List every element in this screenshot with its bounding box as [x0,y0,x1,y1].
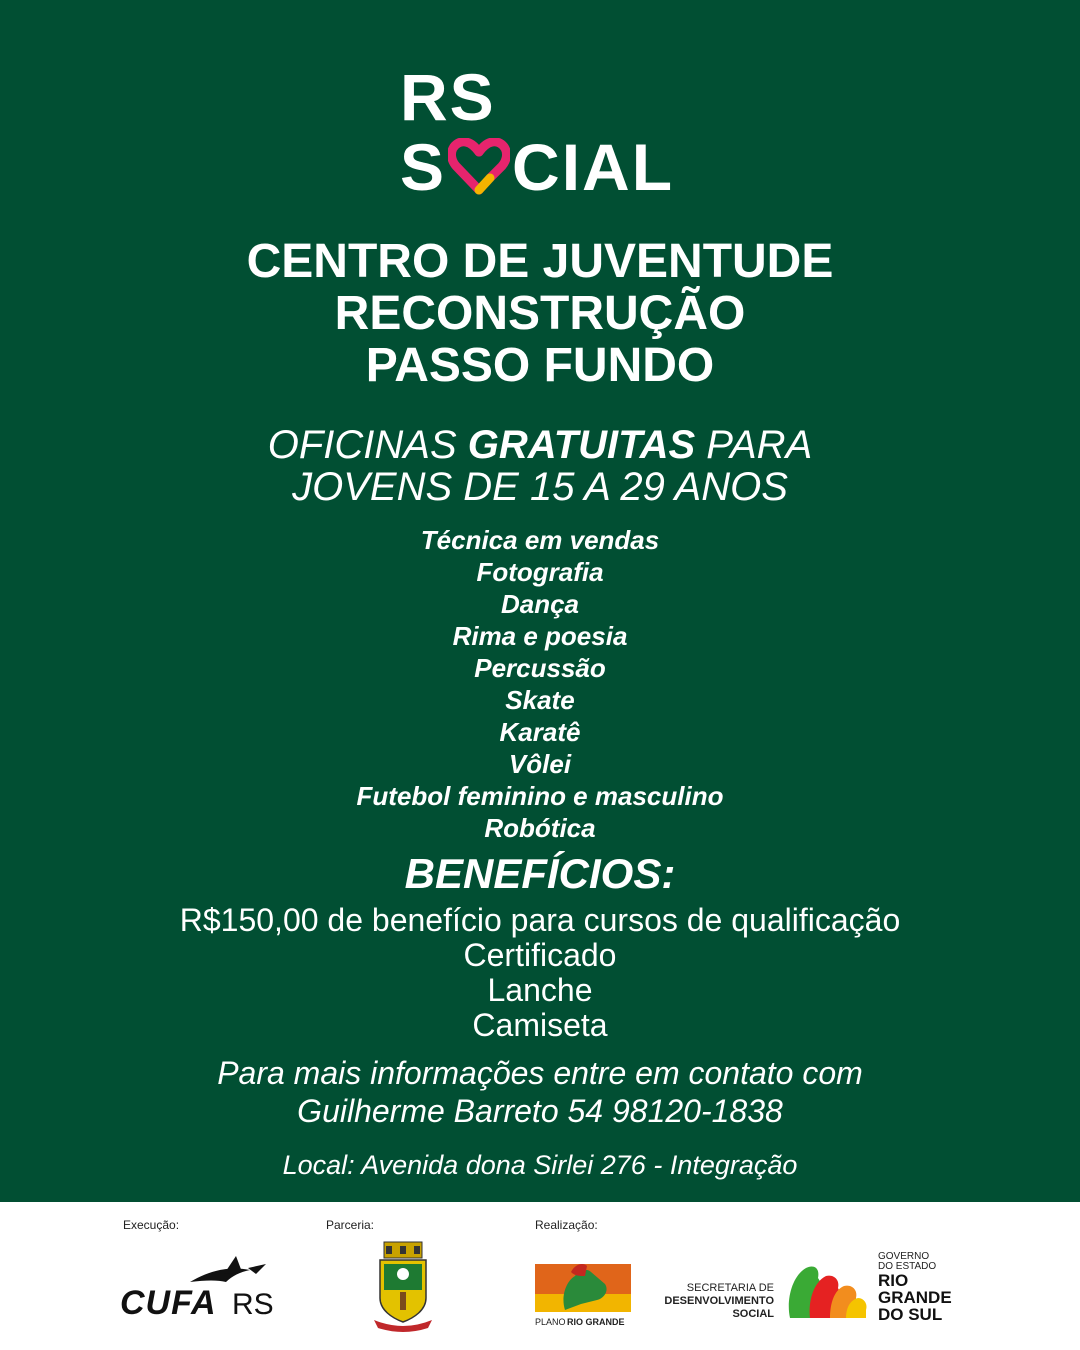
subtitle-bold: GRATUITAS [467,423,696,467]
plano-rio-grande-logo [535,1258,633,1328]
course-list [0,524,1080,844]
municipal-crest-logo [370,1240,436,1332]
governo-rs-logo [786,1252,956,1324]
benefit-item: R$150,00 de benefício para cursos de qualificação [179,902,901,938]
secretaria-line-3: SOCIAL [732,1308,774,1320]
logo-social-rest: CIAL [512,130,675,204]
title-line-3: PASSO FUNDO [365,339,715,392]
secretaria-text [640,1282,774,1321]
subtitle-line-2: JOVENS DE 15 A 29 ANOS [292,465,788,509]
course-item: Skate [505,685,575,715]
secretaria-line-2: DESENVOLVIMENTO [664,1295,774,1307]
logo-rs-text: RS [400,60,496,134]
parceria-label: Parceria: [326,1218,375,1232]
heart-icon [448,138,510,196]
logo-social-s: S [400,130,447,204]
gov-line-4: GRANDE [878,1288,952,1307]
contact-info [0,1054,1080,1130]
gov-line-2: DO ESTADO [878,1261,937,1272]
governo-faces-icon [786,1256,872,1320]
svg-text:CUFA: CUFA [120,1284,217,1322]
svg-text:PLANO: PLANO [535,1317,566,1327]
benefit-item: Lanche [487,972,593,1008]
gov-line-3: RIO [878,1271,909,1290]
course-item: Dança [500,589,580,619]
course-item: Vôlei [508,749,572,779]
gov-line-1: GOVERNO [878,1251,930,1262]
svg-text:RIO GRANDE: RIO GRANDE [567,1317,625,1327]
course-item: Rima e poesia [452,621,628,651]
benefit-item: Certificado [463,937,617,973]
svg-text:RS: RS [232,1288,274,1321]
contact-line-1: Para mais informações entre em contato com [217,1055,863,1091]
page-title [0,236,1080,392]
course-item: Robótica [484,813,596,843]
course-item: Futebol feminino e masculino [356,781,724,811]
course-item: Fotografia [476,557,604,587]
secretaria-line-1: SECRETARIA DE [686,1282,774,1294]
governo-text [878,1252,952,1323]
course-item: Técnica em vendas [420,525,660,555]
subtitle-post: PARA [695,423,813,467]
benefit-item: Camiseta [472,1007,608,1043]
realizacao-label: Realização: [535,1218,598,1232]
benefits-list [0,903,1080,1043]
subtitle [0,424,1080,508]
location-text: Local: Avenida dona Sirlei 276 - Integração [282,1150,798,1180]
subtitle-pre: OFICINAS [267,423,468,467]
logo-social-text [400,130,675,204]
contact-line-2: Guilherme Barreto 54 98120-1838 [297,1093,783,1129]
course-item: Percussão [474,653,606,683]
gov-line-5: DO SUL [878,1305,943,1324]
course-item: Karatê [499,717,581,747]
rs-social-logo [400,60,700,204]
title-line-1: CENTRO DE JUVENTUDE [246,235,834,288]
title-line-2: RECONSTRUÇÃO [334,287,746,340]
cufa-logo [120,1252,290,1322]
execucao-label: Execução: [123,1218,180,1232]
sponsor-footer [0,1202,1080,1350]
benefits-heading: BENEFÍCIOS: [404,850,676,897]
subtitle-line-1 [0,424,1080,466]
